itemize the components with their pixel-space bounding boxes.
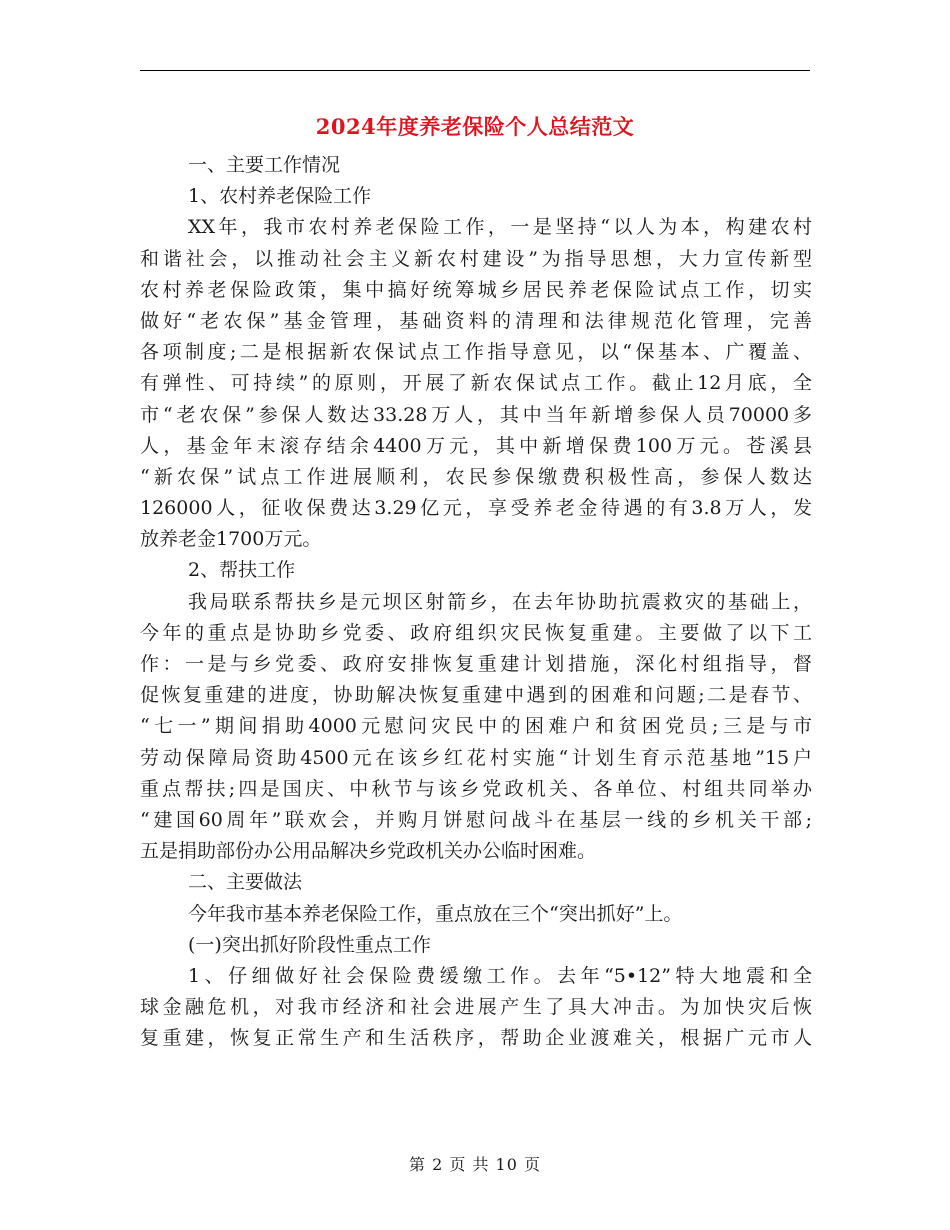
text-line: 二、主要做法 (188, 871, 303, 894)
document-title: 2024年度养老保险个人总结范文 (315, 114, 635, 139)
text-line: 126000人，征收保费达3.29亿元，享受养老金待遇的有3.8万人，发 (140, 497, 812, 520)
text-line: 今年的重点是协助乡党委、政府组织灾民恢复重建。主要做了以下工 (140, 621, 812, 644)
text-line: 重点帮扶;四是国庆、中秋节与该乡党政机关、各单位、村组共同举办 (140, 777, 812, 800)
text-line: 市“老农保”参保人数达33.28万人，其中当年新增参保人员70000多 (140, 403, 812, 426)
text-line: 作：一是与乡党委、政府安排恢复重建计划措施，深化村组指导，督 (140, 653, 812, 675)
text-line: 做好“老农保”基金管理，基础资料的清理和法律规范化管理，完善 (140, 309, 812, 332)
text-line: “七一”期间捐助4000元慰问灾民中的困难户和贫困党员;三是与市 (140, 715, 812, 738)
text-line: XX年，我市农村养老保险工作，一是坚持“以人为本，构建农村 (188, 216, 812, 239)
text-line: 人，基金年末滚存结余4400万元，其中新增保费100万元。苍溪县 (140, 434, 812, 457)
text-line: 2、帮扶工作 (188, 559, 296, 582)
text-line: 和谐社会，以推动社会主义新农村建设”为指导思想，大力宣传新型 (140, 247, 812, 270)
text-line: 放养老金1700万元。 (140, 528, 322, 551)
text-line: 1、农村养老保险工作 (188, 185, 372, 208)
text-line: 球金融危机，对我市经济和社会进展产生了具大冲击。为加快灾后恢 (140, 996, 812, 1019)
text-line: 劳动保障局资助4500元在该乡红花村实施“计划生育示范基地”15户 (140, 746, 812, 769)
text-line: “新农保”试点工作进展顺利，农民参保缴费积极性高，参保人数达 (140, 465, 812, 488)
text-line: 各项制度;二是根据新农保试点工作指导意见，以“保基本、广覆盖、 (140, 341, 812, 364)
page-number: 第 2 页 共 10 页 (409, 1155, 541, 1174)
header-rule (140, 70, 810, 71)
text-line: 一、主要工作情况 (188, 154, 341, 176)
text-line: 我局联系帮扶乡是元坝区射箭乡，在去年协助抗震救灾的基础上， (188, 590, 812, 613)
text-line: 复重建，恢复正常生产和生活秩序，帮助企业渡难关，根据广元市人 (140, 1027, 812, 1050)
text-line: “建国60周年”联欢会，并购月饼慰问战斗在基层一线的乡机关干部; (140, 808, 812, 831)
text-line: 五是捐助部份办公用品解决乡党政机关办公临时困难。 (140, 840, 597, 863)
text-line: 农村养老保险政策，集中搞好统筹城乡居民养老保险试点工作，切实 (140, 278, 812, 301)
text-line: 1、仔细做好社会保险费缓缴工作。去年“5•12”特大地震和全 (188, 964, 812, 987)
text-line: 今年我市基本养老保险工作，重点放在三个“突出抓好”上。 (188, 902, 683, 925)
text-line: (一)突出抓好阶段性重点工作 (188, 933, 431, 956)
document-body (140, 150, 812, 1054)
text-line: 促恢复重建的进度，协助解决恢复重建中遇到的困难和问题;二是春节、 (140, 684, 812, 707)
text-line: 有弹性、可持续”的原则，开展了新农保试点工作。截止12月底，全 (140, 372, 812, 395)
